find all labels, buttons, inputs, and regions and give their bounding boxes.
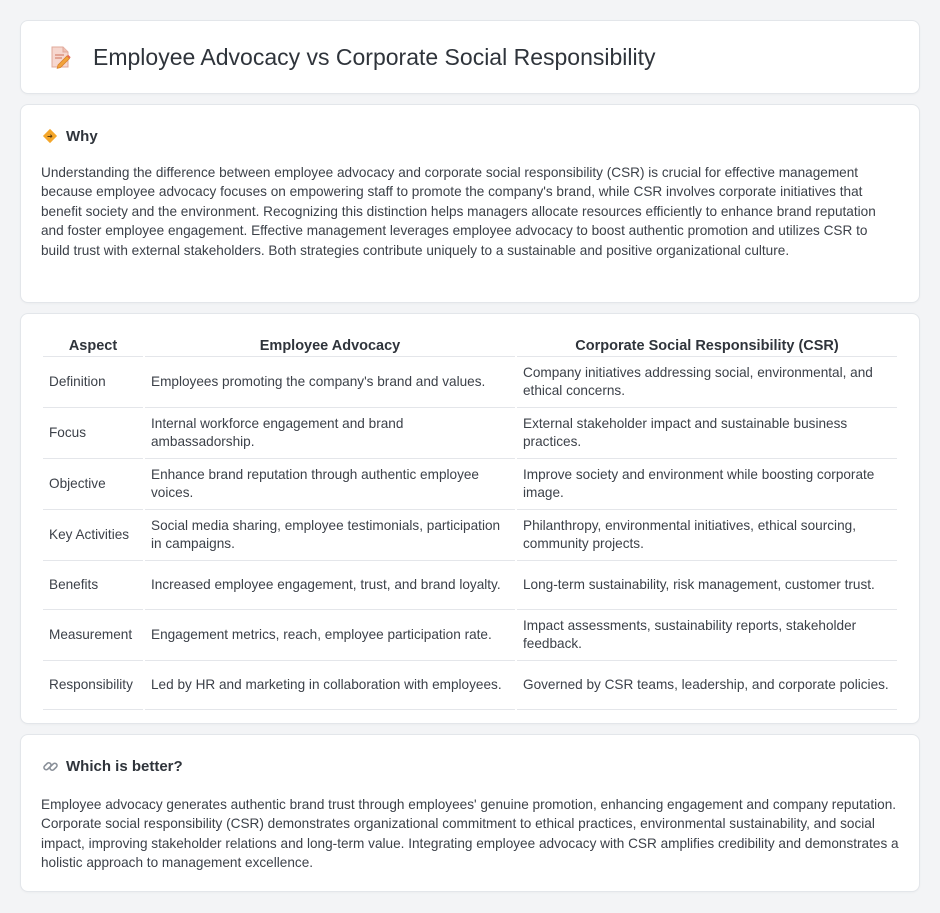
table-row: [43, 357, 897, 408]
table-row: [43, 561, 897, 610]
diamond-signpost-icon: [41, 127, 59, 145]
why-heading: [41, 127, 899, 145]
why-heading-label: Why: [66, 127, 98, 145]
aspect-cell: Key Activities: [43, 510, 143, 561]
why-paragraph: Understanding the difference between employee advocacy and corporate social responsibility (CSR) is crucial for effective management because employee advocacy focuses on empowering staff to promote the company's brand, while CSR involves corporate initiatives that benefit society and the environment. Recognizing this distinction helps managers allocate resources efficiently to enhance brand reputation and foster employee engagement. Effective management leverages employee advocacy to boost authentic promotion and utilizes CSR to build trust with external stakeholders. Both strategies contribute uniquely to a sustainable and positive organizational culture.: [41, 165, 876, 258]
table-row: [43, 661, 897, 710]
advocacy-cell: Employees promoting the company's brand and values.: [145, 357, 515, 408]
table-row: [43, 408, 897, 459]
advocacy-cell: Led by HR and marketing in collaboration with employees.: [145, 661, 515, 710]
advocacy-cell: Enhance brand reputation through authentic employee voices.: [145, 459, 515, 510]
which-section: [20, 734, 920, 892]
advocacy-cell: Increased employee engagement, trust, and brand loyalty.: [145, 561, 515, 610]
header-card: [20, 20, 920, 94]
which-paragraph: Employee advocacy generates authentic brand trust through employees' genuine promotion, enhancing engagement and company reputation. Corporate social responsibility (CSR) demonstrates organizational commitment to ethical practices, environmental sustainability, and social impact, improving stakeholder relations and long-term value. Integrating employee advocacy with CSR amplifies credibility and demonstrates a holistic approach to management excellence.: [41, 797, 899, 871]
column-header-aspect: Aspect: [43, 332, 143, 357]
csr-cell: Improve society and environment while boosting corporate image.: [517, 459, 897, 510]
why-section: [20, 104, 920, 303]
advocacy-cell: Engagement metrics, reach, employee participation rate.: [145, 610, 515, 661]
csr-cell: Company initiatives addressing social, environmental, and ethical concerns.: [517, 357, 897, 408]
table-row: [43, 510, 897, 561]
csr-cell: Long-term sustainability, risk management, customer trust.: [517, 561, 897, 610]
csr-cell: Impact assessments, sustainability reports, stakeholder feedback.: [517, 610, 897, 661]
which-heading-label: Which is better?: [66, 757, 183, 775]
csr-cell: External stakeholder impact and sustainable business practices.: [517, 408, 897, 459]
document-edit-icon: [45, 42, 75, 72]
column-header-employee-advocacy: Employee Advocacy: [145, 332, 515, 357]
aspect-cell: Focus: [43, 408, 143, 459]
link-icon: [41, 757, 59, 775]
which-heading: [41, 757, 899, 775]
table-row: [43, 610, 897, 661]
advocacy-cell: Internal workforce engagement and brand ambassadorship.: [145, 408, 515, 459]
comparison-section: [20, 313, 920, 724]
table-row: [43, 459, 897, 510]
aspect-cell: Benefits: [43, 561, 143, 610]
table-header-row: [43, 332, 897, 357]
aspect-cell: Responsibility: [43, 661, 143, 710]
aspect-cell: Definition: [43, 357, 143, 408]
column-header-csr: Corporate Social Responsibility (CSR): [517, 332, 897, 357]
csr-cell: Governed by CSR teams, leadership, and corporate policies.: [517, 661, 897, 710]
csr-cell: Philanthropy, environmental initiatives, ethical sourcing, community projects.: [517, 510, 897, 561]
comparison-table: [41, 332, 899, 710]
page-title: Employee Advocacy vs Corporate Social Responsibility: [93, 43, 656, 70]
aspect-cell: Measurement: [43, 610, 143, 661]
advocacy-cell: Social media sharing, employee testimonials, participation in campaigns.: [145, 510, 515, 561]
aspect-cell: Objective: [43, 459, 143, 510]
